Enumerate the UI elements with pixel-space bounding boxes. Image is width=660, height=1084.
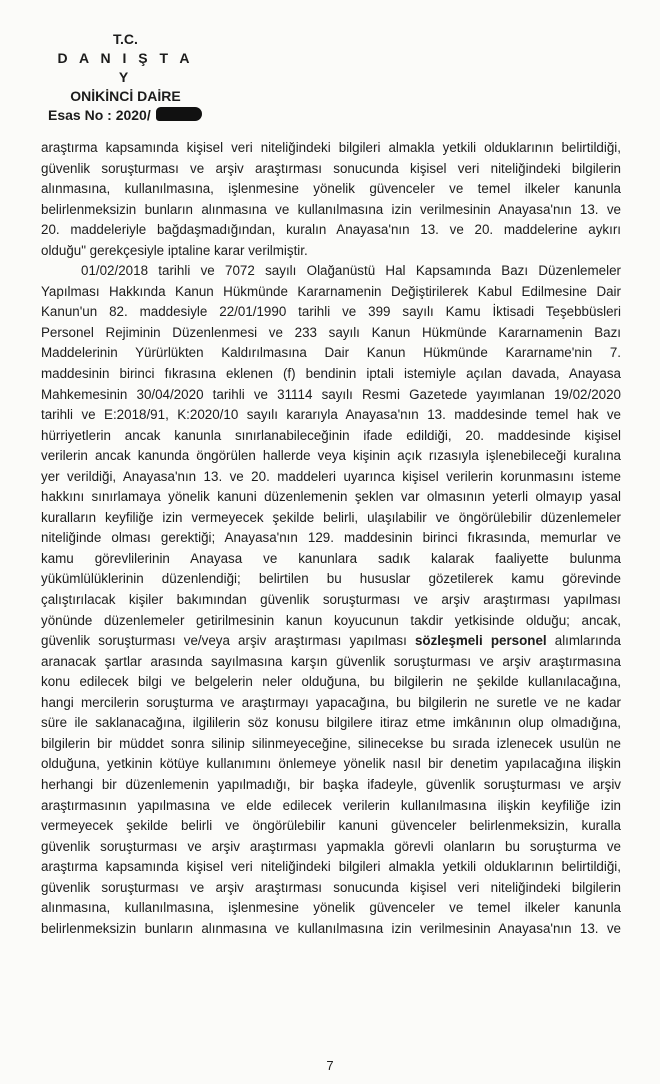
header-chamber: ONİKİNCİ DAİRE: [70, 88, 181, 104]
text-segment: alımlarında: [546, 633, 622, 649]
text-line: verilerin ancak kanunda öngörülen hallerde veya kişinin açık rızasıyla işlenebileceği kuralına: [41, 448, 621, 464]
document-header: [48, 30, 248, 125]
text-line: belirlenmeksizin bunların alınmasına ve kullanılmasına izin verilmesinin Anayasa'nın 13. ve: [41, 201, 621, 217]
emphasis-contract-personnel: sözleşmeli personel: [414, 633, 547, 649]
text-line: Yapılması Hakkında Kanun Hükmünde Kararnamenin Değiştirilerek Kabul Edilmesine Dair: [41, 283, 621, 299]
text-segment: güvenlik soruşturması ve/veya arşiv araştırması yapılması: [41, 633, 415, 649]
text-line: bilgilerin bir müddet sonra silinip silinmeyeceğine, silinecekse bu sırada izlenecek usulün ne: [41, 735, 621, 751]
text-line: herhangi bir düzenlemenin yapılmadığı, bir başka ifadeyle, güvenlik soruşturması ve arşiv: [41, 776, 621, 792]
text-line: yükümlülüklerinin düzenlendiği; belirtilen bu hususlar gözetilerek kamu görevinde: [41, 571, 621, 587]
text-line: araştırma kapsamında kişisel veri niteliğindeki bilgileri almakla yetkili olduklarının belirtildiği,: [41, 859, 621, 875]
text-line: çalıştırılacak kişiler bakımından güvenlik soruşturması ve arşiv araştırması yapılması: [41, 592, 621, 608]
text-line: Mahkemesinin 30/04/2020 tarihli ve 31114 sayılı Resmi Gazetede yayımlanan 19/02/2020: [41, 386, 621, 402]
text-line: araştırma kapsamında kişisel veri niteliğindeki bilgileri almakla yetkili olduklarının belirtildiği,: [41, 140, 621, 155]
text-line: olduğuna, yetkinin kötüye kullanımını önlemeye yönelik nasıl bir denetim yapılacağına ilişkin: [41, 756, 621, 772]
text-line: yer verildiği, Anayasa'nın 13. ve 20. maddeleri uyarınca kişisel verilerin korunmasını isteme: [41, 468, 621, 484]
text-line: 01/02/2018 tarihli ve 7072 sayılı Olağanüstü Hal Kapsamında Bazı Düzenlemeler: [81, 263, 621, 279]
text-line: olduğu" gerekçesiyle iptaline karar verilmiştir.: [41, 242, 308, 258]
text-line: konu edilecek bilgi ve belgelerin neler olduğuna, bu bilgilerin ne şekilde kullanılacağına,: [41, 674, 621, 690]
text-line: güvenlik soruşturması ve arşiv araştırması sonucunda kişisel veri niteliğindeki bilgilerin: [41, 160, 621, 176]
text-line: güvenlik soruşturması ve arşiv araştırması sonucunda kişisel veri niteliğindeki bilgilerin: [41, 879, 621, 895]
document-body: [41, 138, 621, 939]
page-number: 7: [326, 1058, 334, 1073]
text-line: hangi mercilerin soruşturma ve araştırmayı yapacağına, bu bilgilerin ne suretle ve ne kadar: [41, 694, 621, 710]
text-line: belirlenmeksizin bunların alınmasına ve kullanılmasına izin verilmesinin Anayasa'nın 13. ve: [41, 920, 621, 936]
text-line: alınmasına, kullanılmasına, işlenmesine yönelik güvenceler ve temel ilkeler kanunla: [41, 900, 621, 916]
text-line: Maddelerinin Yürürlükten Kaldırılmasına Dair Kanun Hükmünde Kararname'nin 7.: [41, 345, 621, 361]
text-line: Kanun'un 82. maddesiyle 22/01/1990 tarihli ve 399 sayılı Kamu İktisadi Teşebbüsleri: [41, 304, 621, 320]
text-line: vermeyecek şekilde belirli ve öngörülebilir kanuni güvenceler belirlenmeksizin, kuralla: [41, 818, 621, 834]
text-line: aranacak şartlar arasında sayılmasına karşın güvenlik soruşturması ve arşiv araştırmasına: [41, 653, 621, 669]
text-line: araştırmasının yapılmasına ve elde edilecek verilerin kullanılmasına ilişkin keyfiliğe izin: [41, 797, 621, 813]
text-line: hakkını sınırlamaya yönelik kanuni düzenlemenin şeklen var olmasının yeterli olmayıp yasal: [41, 489, 621, 505]
text-line: kuralların keyfiliğe izin vermeyecek şekilde belirli, ulaşılabilir ve öngörülebilir düzenlemeler: [41, 509, 621, 525]
text-line: 20. maddeleriyle bağdaşmadığından, kuralın Anayasa'nın 13. ve 20. maddelerine aykırı: [41, 222, 621, 238]
text-line: niteliğinde olması gerektiği; Anayasa'nın 129. maddesinin birinci fıkrasında, memurlar ve: [41, 530, 621, 546]
text-line-with-emphasis: [41, 631, 621, 652]
header-tc: T.C.: [113, 31, 138, 47]
text-line: yönünde düzenlemeler getirilmesinin kanun koyucunun takdir yetkisinde olduğu; ancak,: [41, 612, 621, 628]
text-line: güvenlik soruşturması ve arşiv araştırması yapmakla görevli olanların bu soruşturma ve: [41, 838, 621, 854]
esas-label: Esas: [48, 107, 81, 123]
text-line: Personel Rejiminin Düzenlenmesi ve 233 sayılı Kanun Hükmünde Kararnamenin Bazı: [41, 324, 621, 340]
text-line: maddesinin birinci fıkrasına eklenen (f) bendinin iptali istemiyle açılan davada, Anayasa: [41, 366, 621, 382]
paragraph-1: [41, 138, 621, 261]
text-line: alınmasına, kullanılmasına, işlenmesine yönelik güvenceler ve temel ilkeler kanunla: [41, 181, 621, 197]
redaction-mark: [156, 107, 202, 121]
text-line: süre ile saklanacağına, ilgililerin söz konusu bilgilere itiraz etme imkânının olup olmadığına,: [41, 715, 621, 731]
header-court-name: D A N I Ş T A Y: [57, 50, 194, 85]
text-line: kamu görevlilerinin Anayasa ve kanunlara sadık kalarak faaliyette bulunma: [41, 550, 621, 566]
text-line: hürriyetlerin ancak kanunla sınırlanabileceğinin ifade edildiği, 20. maddesinde kişisel: [41, 427, 621, 443]
text-line: tarihli ve E:2018/91, K:2020/10 sayılı kararıyla Anayasa'nın 13. maddesinde temel hak ve: [41, 407, 621, 423]
case-number-row: [48, 106, 248, 125]
no-label: No : 2020/: [84, 107, 151, 123]
paragraph-2: [41, 261, 621, 939]
